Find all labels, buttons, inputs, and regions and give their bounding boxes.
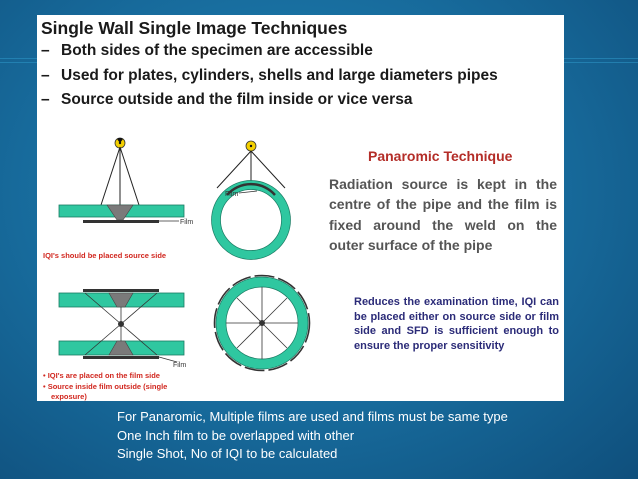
panaromic-note: Reduces the examination time, IQI can be placed either on source side or film side and SFD is sufficient enough to ensure the proper sensitivity <box>354 296 559 352</box>
radiation-source-icon <box>115 138 125 148</box>
bottom-note-line: One Inch film to be overlapped with other <box>117 427 355 443</box>
iqi-source-side-label: IQI's should be placed source side <box>43 251 167 260</box>
source-inside-label-cont: exposure) <box>51 392 87 401</box>
bullet-marker: – <box>41 42 50 59</box>
bullet-list <box>41 42 498 116</box>
bullet-item <box>41 67 498 92</box>
film-label: Film <box>180 219 194 226</box>
panaromic-description: Radiation source is kept in the centre of the pipe and the film is fixed around the weld on the outer surface of the pipe <box>329 176 557 253</box>
slide-title: Single Wall Single Image Techniques <box>41 18 348 38</box>
bottom-note-line: For Panaromic, Multiple films are used and films must be same type <box>117 409 508 424</box>
source-inside-label: • Source inside film outside (single <box>43 382 168 391</box>
radiation-source-icon <box>259 320 265 326</box>
radiation-source-icon <box>246 141 256 151</box>
iqi-film-side-label: • IQI's are placed on the film side <box>43 371 160 380</box>
bullet-text: Source outside and the film inside or vice versa <box>61 91 413 108</box>
radiography-diagram <box>39 133 329 401</box>
beam-line <box>120 147 139 205</box>
beam-line <box>101 147 120 205</box>
film-strip <box>83 220 159 223</box>
film-label: Film <box>225 191 239 198</box>
bottom-notes <box>117 408 508 464</box>
film-strip <box>83 356 159 359</box>
bullet-text: Used for plates, cylinders, shells and large diameters pipes <box>61 66 498 84</box>
content-panel <box>37 15 564 401</box>
film-strip <box>83 289 159 292</box>
bullet-marker: – <box>41 66 50 84</box>
bullet-text: Both sides of the specimen are accessible <box>61 42 373 59</box>
bottom-note-line: Single Shot, No of IQI to be calculated <box>117 446 338 461</box>
panaromic-heading: Panaromic Technique <box>368 148 513 164</box>
bullet-item <box>41 91 498 116</box>
film-label: Film <box>173 362 187 369</box>
bullet-item <box>41 42 498 67</box>
bullet-marker: – <box>41 91 50 108</box>
